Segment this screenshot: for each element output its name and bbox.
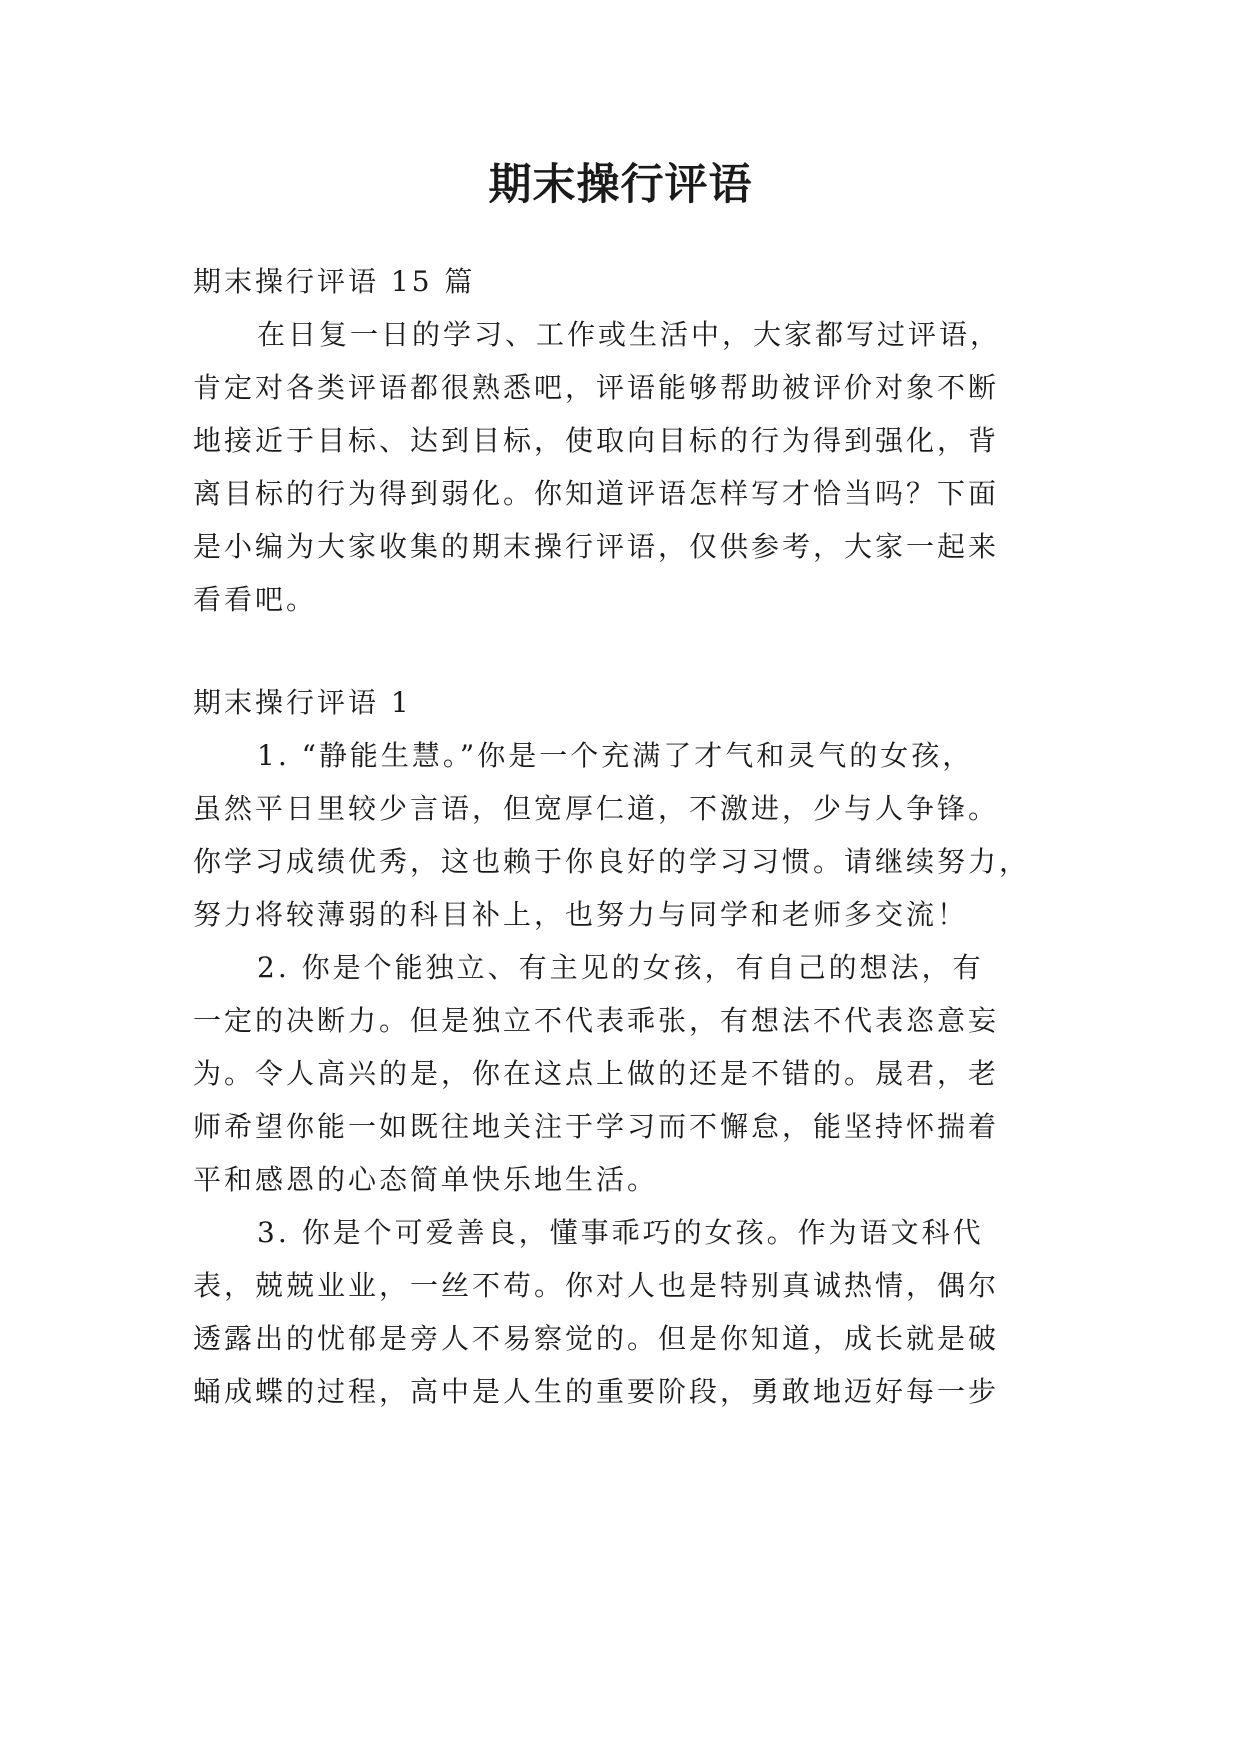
comment-line: 蛹成蝶的过程，高中是人生的重要阶段，勇敢地迈好每一步: [193, 1375, 1000, 1408]
comment-line: 1. “静能生慧。”你是一个充满了才气和灵气的女孩，: [257, 739, 974, 772]
comment-line: 你学习成绩优秀，这也赖于你良好的学习习惯。请继续努力，: [193, 845, 1031, 878]
comment-line: 一定的决断力。但是独立不代表乖张，有想法不代表恣意妄: [193, 1004, 1000, 1037]
intro-line: 看看吧。: [193, 583, 318, 616]
comment-line: 师希望你能一如既往地关注于学习而不懈怠，能坚持怀揣着: [193, 1110, 1000, 1143]
document-title: 期末操行评语: [488, 160, 753, 210]
comment-line: 2. 你是个能独立、有主见的女孩，有自己的想法，有: [257, 951, 984, 984]
intro-line: 在日复一日的学习、工作或生活中，大家都写过评语，: [257, 318, 1002, 351]
comment-line: 努力将较薄弱的科目补上，也努力与同学和老师多交流！: [193, 898, 969, 931]
collection-heading: 期末操行评语 15 篇: [193, 265, 476, 298]
intro-line: 是小编为大家收集的期末操行评语，仅供参考，大家一起来: [193, 530, 1000, 563]
intro-line: 肯定对各类评语都很熟悉吧，评语能够帮助被评价对象不断: [193, 371, 1000, 404]
intro-line: 离目标的行为得到弱化。你知道评语怎样写才恰当吗？下面: [193, 477, 1000, 510]
comment-line: 表，兢兢业业，一丝不苟。你对人也是特别真诚热情，偶尔: [193, 1269, 1000, 1302]
comment-line: 平和感恩的心态简单快乐地生活。: [193, 1163, 659, 1196]
section-heading: 期末操行评语 1: [193, 686, 412, 719]
comment-line: 3. 你是个可爱善良，懂事乖巧的女孩。作为语文科代: [257, 1216, 984, 1249]
comment-line: 虽然平日里较少言语，但宽厚仁道，不激进，少与人争锋。: [193, 792, 1000, 825]
comment-line: 为。令人高兴的是，你在这点上做的还是不错的。晟君，老: [193, 1057, 1000, 1090]
intro-line: 地接近于目标、达到目标，使取向目标的行为得到强化，背: [193, 424, 1000, 457]
comment-line: 透露出的忧郁是旁人不易察觉的。但是你知道，成长就是破: [193, 1322, 1000, 1355]
